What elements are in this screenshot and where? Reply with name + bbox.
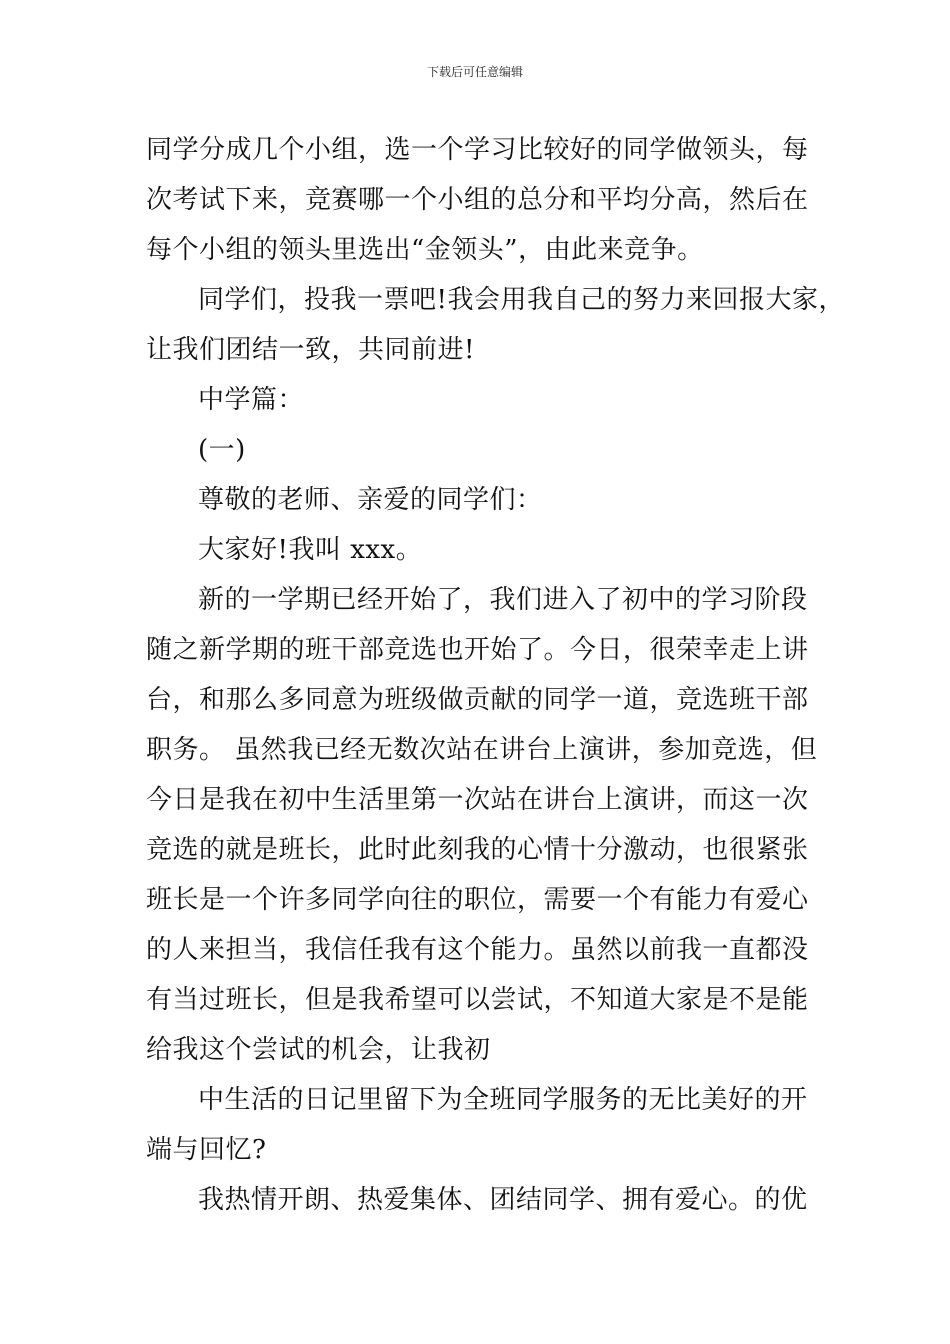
text-line: 有当过班长，但是我希望可以尝试，不知道大家是不是能: [146, 985, 809, 1015]
text-line: 次考试下来，竞赛哪一个小组的总分和平均分高，然后在: [146, 185, 809, 215]
text-line: 随之新学期的班干部竞选也开始了。今日，很荣幸走上讲: [146, 635, 809, 665]
greeting: 大家好!我叫 xxx。: [198, 535, 423, 565]
text-line: 今日是我在初中生活里第一次站在讲台上演讲，而这一次: [146, 785, 809, 815]
text-line: 同学们，投我一票吧!我会用我自己的努力来回报大家，: [198, 285, 845, 315]
header-note: 下载后可任意编辑: [426, 65, 523, 79]
text-line: 职务。 虽然我已经无数次站在讲台上演讲，参加竞选，但: [146, 735, 818, 765]
text-line: 同学分成几个小组，选一个学习比较好的同学做领头，每: [146, 135, 809, 165]
text-line: 给我这个尝试的机会，让我初: [146, 1035, 491, 1065]
body-text: [146, 125, 845, 1225]
text-line: 台，和那么多同意为班级做贡献的同学一道，竞选班干部: [146, 685, 809, 715]
text-line: 的人来担当，我信任我有这个能力。虽然以前我一直都没: [146, 935, 809, 965]
text-line: 端与回忆?: [146, 1135, 267, 1165]
text-line: 中生活的日记里留下为全班同学服务的无比美好的开: [198, 1085, 808, 1115]
text-line: 班长是一个许多同学向往的职位，需要一个有能力有爱心: [146, 885, 809, 915]
text-line: 我热情开朗、热爱集体、团结同学、拥有爱心。的优: [198, 1185, 808, 1215]
section-number: (一): [198, 435, 246, 465]
text-line: 新的一学期已经开始了，我们进入了初中的学习阶段: [198, 585, 808, 615]
text-line: 每个小组的领头里选出“金领头”，由此来竞争。: [146, 235, 704, 265]
text-line: 让我们团结一致，共同前进!: [146, 335, 475, 365]
salutation: 尊敬的老师、亲爱的同学们：: [198, 485, 543, 515]
text-line: 竞选的就是班长，此时此刻我的心情十分激动，也很紧张: [146, 835, 809, 865]
section-heading: 中学篇：: [198, 385, 305, 415]
